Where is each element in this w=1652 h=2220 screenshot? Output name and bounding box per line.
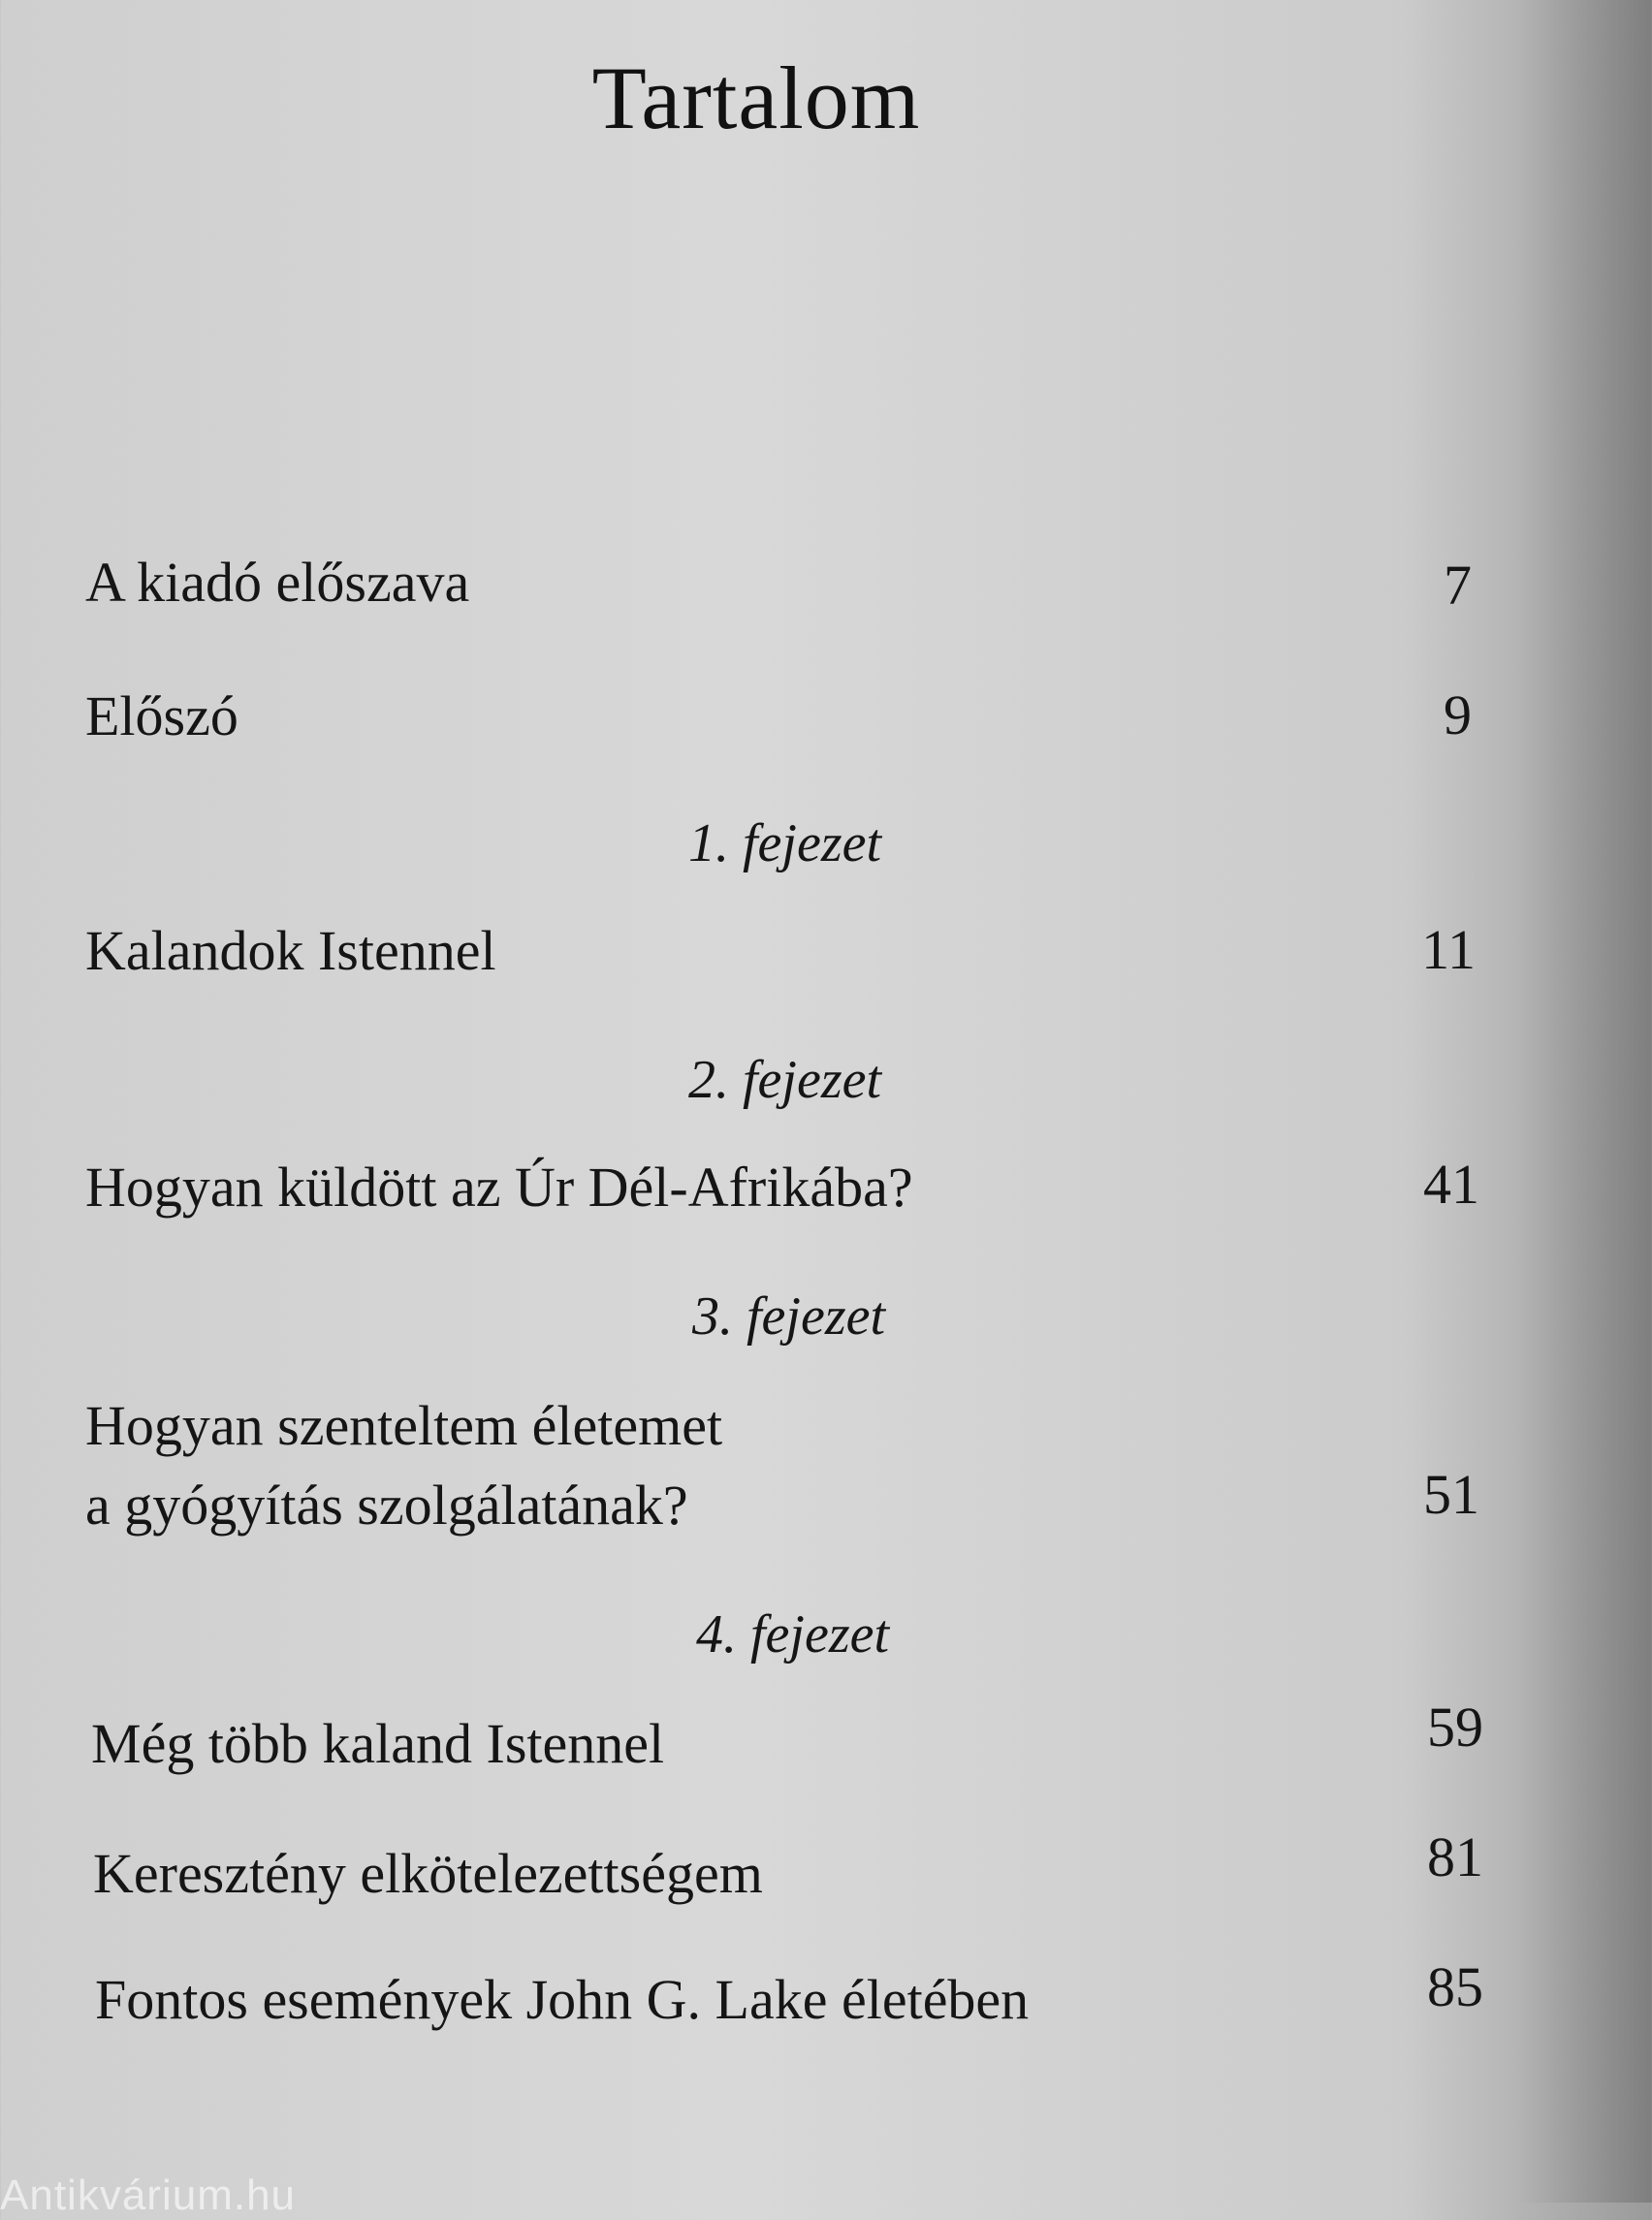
toc-entry-label: A kiadó előszava (85, 551, 470, 614)
chapter-heading: 1. fejezet (688, 813, 882, 873)
toc-entry-page: 51 (1423, 1463, 1479, 1526)
page-title: Tartalom (591, 48, 921, 147)
chapter-heading: 3. fejezet (692, 1286, 886, 1347)
chapter-heading: 2. fejezet (688, 1050, 882, 1110)
chapter-heading: 4. fejezet (696, 1604, 890, 1665)
toc-entry-label: Még több kaland Istennel (91, 1712, 665, 1775)
toc-entry-label: Hogyan szenteltem életemet (85, 1394, 723, 1457)
page-edge-shadow (1516, 0, 1652, 2203)
toc-entry-page: 9 (1444, 683, 1472, 746)
toc-entry-label: Keresztény elkötelezettségem (93, 1842, 763, 1905)
toc-entry-page: 41 (1423, 1153, 1479, 1216)
toc-entry-label-continued: a gyógyítás szolgálatának? (85, 1474, 688, 1537)
watermark: Antikvárium.hu (0, 2172, 297, 2219)
toc-entry-label: Előszó (85, 684, 238, 747)
toc-entry-page: 11 (1421, 918, 1476, 981)
toc-entry-page: 7 (1444, 554, 1472, 617)
toc-entry-page: 81 (1427, 1825, 1483, 1888)
toc-entry-page: 85 (1427, 1955, 1483, 2018)
toc-entry-label: Kalandok Istennel (85, 919, 496, 982)
toc-entry-label: Fontos események John G. Lake életében (95, 1968, 1030, 2031)
toc-entry-label: Hogyan küldött az Úr Dél-Afrikába? (85, 1156, 913, 1219)
toc-entry-page: 59 (1427, 1696, 1483, 1759)
